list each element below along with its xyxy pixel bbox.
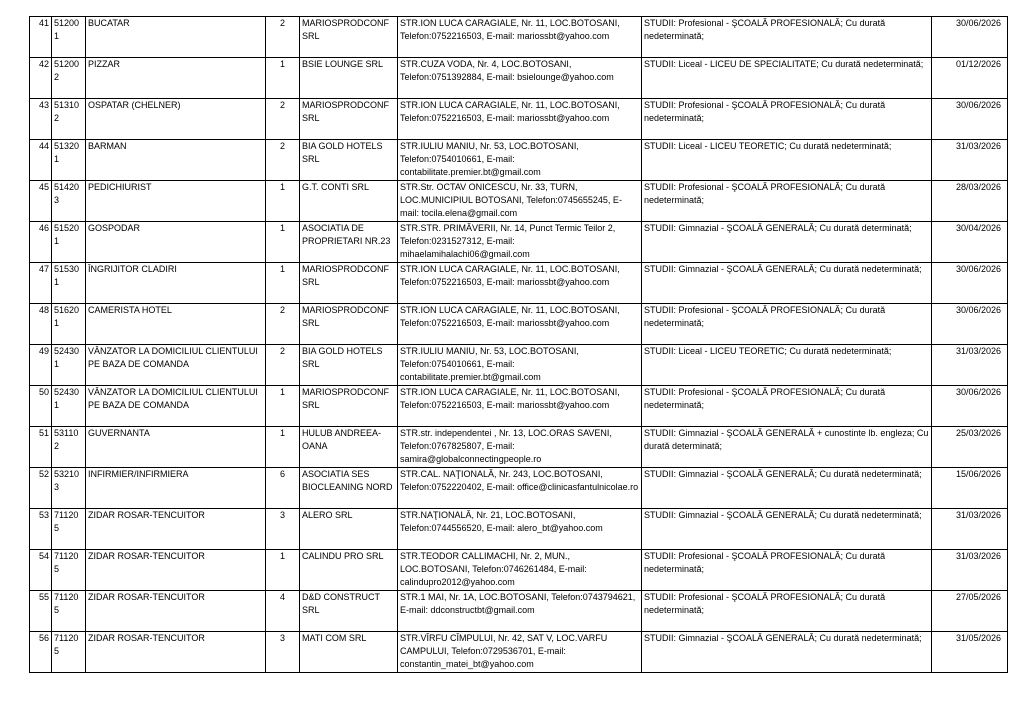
employer-cell: HULUB ANDREEA-OANA [300, 427, 398, 468]
cor-code-cell: 711205 [52, 550, 86, 591]
expiry-date-cell: 30/06/2026 [932, 99, 1008, 140]
table-row [30, 386, 1008, 427]
cor-code-cell: 515201 [52, 222, 86, 263]
expiry-date-cell: 31/03/2026 [932, 509, 1008, 550]
table-row [30, 304, 1008, 345]
table-row [30, 509, 1008, 550]
expiry-date-cell: 31/03/2026 [932, 140, 1008, 181]
jobs-table [29, 16, 1008, 673]
vacancy-count-cell: 3 [266, 509, 300, 550]
study-requirements-cell: STUDII: Profesional - ŞCOALĂ PROFESIONALĂ; Cu durată nedeterminată; [642, 591, 932, 632]
study-requirements-cell: STUDII: Gimnazial - ŞCOALĂ GENERALĂ; Cu durată nedeterminată; [642, 509, 932, 550]
vacancy-count-cell: 3 [266, 632, 300, 673]
expiry-date-cell: 30/06/2026 [932, 386, 1008, 427]
cor-code-cell: 531102 [52, 427, 86, 468]
row-number-cell: 48 [30, 304, 52, 345]
employer-cell: ALERO SRL [300, 509, 398, 550]
employer-cell: D&D CONSTRUCT SRL [300, 591, 398, 632]
table-row [30, 99, 1008, 140]
occupation-cell: PEDICHIURIST [86, 181, 266, 222]
expiry-date-cell: 28/03/2026 [932, 181, 1008, 222]
expiry-date-cell: 15/06/2026 [932, 468, 1008, 509]
vacancy-count-cell: 2 [266, 140, 300, 181]
expiry-date-cell: 01/12/2026 [932, 58, 1008, 99]
occupation-cell: ZIDAR ROSAR-TENCUITOR [86, 632, 266, 673]
table-row [30, 17, 1008, 58]
study-requirements-cell: STUDII: Liceal - LICEU TEORETIC; Cu durată nedeterminată; [642, 140, 932, 181]
table-row [30, 140, 1008, 181]
cor-code-cell: 514203 [52, 181, 86, 222]
vacancy-count-cell: 4 [266, 591, 300, 632]
table-row [30, 591, 1008, 632]
occupation-cell: ZIDAR ROSAR-TENCUITOR [86, 591, 266, 632]
occupation-cell: ZIDAR ROSAR-TENCUITOR [86, 550, 266, 591]
row-number-cell: 47 [30, 263, 52, 304]
table-row [30, 427, 1008, 468]
study-requirements-cell: STUDII: Gimnazial - ŞCOALĂ GENERALĂ; Cu durată determinată; [642, 222, 932, 263]
expiry-date-cell: 25/03/2026 [932, 427, 1008, 468]
study-requirements-cell: STUDII: Gimnazial - ŞCOALĂ GENERALĂ; Cu durată nedeterminată; [642, 468, 932, 509]
vacancy-count-cell: 1 [266, 222, 300, 263]
row-number-cell: 45 [30, 181, 52, 222]
cor-code-cell: 711205 [52, 591, 86, 632]
table-row [30, 58, 1008, 99]
employer-cell: MATI COM SRL [300, 632, 398, 673]
cor-code-cell: 524301 [52, 386, 86, 427]
employer-address-cell: STR.ION LUCA CARAGIALE, Nr. 11, LOC.BOTOSANI, Telefon:0752216503, E-mail: mariossbt@yahoo.com [398, 263, 642, 304]
occupation-cell: VÂNZATOR LA DOMICILIUL CLIENTULUI PE BAZA DE COMANDA [86, 386, 266, 427]
study-requirements-cell: STUDII: Profesional - ŞCOALĂ PROFESIONALĂ; Cu durată nedeterminată; [642, 304, 932, 345]
employer-cell: MARIOSPRODCONF SRL [300, 99, 398, 140]
occupation-cell: VÂNZATOR LA DOMICILIUL CLIENTULUI PE BAZA DE COMANDA [86, 345, 266, 386]
table-row [30, 345, 1008, 386]
vacancy-count-cell: 6 [266, 468, 300, 509]
row-number-cell: 54 [30, 550, 52, 591]
table-row [30, 222, 1008, 263]
table-row [30, 632, 1008, 673]
cor-code-cell: 532103 [52, 468, 86, 509]
cor-code-cell: 512001 [52, 17, 86, 58]
vacancy-count-cell: 2 [266, 345, 300, 386]
expiry-date-cell: 27/05/2026 [932, 591, 1008, 632]
table-row [30, 263, 1008, 304]
study-requirements-cell: STUDII: Gimnazial - ŞCOALĂ GENERALĂ; Cu durată nedeterminată; [642, 263, 932, 304]
occupation-cell: ZIDAR ROSAR-TENCUITOR [86, 509, 266, 550]
vacancy-count-cell: 1 [266, 181, 300, 222]
cor-code-cell: 524301 [52, 345, 86, 386]
employer-cell: BIA GOLD HOTELS SRL [300, 140, 398, 181]
occupation-cell: BARMAN [86, 140, 266, 181]
occupation-cell: INFIRMIER/INFIRMIERA [86, 468, 266, 509]
employer-address-cell: STR.ION LUCA CARAGIALE, Nr. 11, LOC.BOTOSANI, Telefon:0752216503, E-mail: mariossbt@yahoo.com [398, 17, 642, 58]
vacancy-count-cell: 2 [266, 304, 300, 345]
employer-address-cell: STR.NAŢIONALĂ, Nr. 21, LOC.BOTOSANI, Telefon:0744556520, E-mail: alero_bt@yahoo.com [398, 509, 642, 550]
vacancy-count-cell: 1 [266, 58, 300, 99]
expiry-date-cell: 30/06/2026 [932, 17, 1008, 58]
row-number-cell: 55 [30, 591, 52, 632]
vacancy-count-cell: 1 [266, 550, 300, 591]
employer-cell: BSIE LOUNGE SRL [300, 58, 398, 99]
row-number-cell: 51 [30, 427, 52, 468]
employer-address-cell: STR.IULIU MANIU, Nr. 53, LOC.BOTOSANI, Telefon:0754010661, E-mail: contabilitate.premier.bt@gmail.com [398, 345, 642, 386]
study-requirements-cell: STUDII: Profesional - ŞCOALĂ PROFESIONALĂ; Cu durată nedeterminată; [642, 550, 932, 591]
occupation-cell: PIZZAR [86, 58, 266, 99]
expiry-date-cell: 30/06/2026 [932, 304, 1008, 345]
vacancy-count-cell: 1 [266, 386, 300, 427]
row-number-cell: 42 [30, 58, 52, 99]
cor-code-cell: 513102 [52, 99, 86, 140]
employer-address-cell: STR.CAL. NAŢIONALĂ, Nr. 243, LOC.BOTOSANI, Telefon:0752220402, E-mail: office@clinicasfantulnicolae.ro [398, 468, 642, 509]
employer-cell: CALINDU PRO SRL [300, 550, 398, 591]
study-requirements-cell: STUDII: Profesional - ŞCOALĂ PROFESIONALĂ; Cu durată nedeterminată; [642, 386, 932, 427]
cor-code-cell: 515301 [52, 263, 86, 304]
employer-address-cell: STR.ION LUCA CARAGIALE, Nr. 11, LOC.BOTOSANI, Telefon:0752216503, E-mail: mariossbt@yahoo.com [398, 304, 642, 345]
row-number-cell: 44 [30, 140, 52, 181]
occupation-cell: GOSPODAR [86, 222, 266, 263]
study-requirements-cell: STUDII: Profesional - ŞCOALĂ PROFESIONALĂ; Cu durată nedeterminată; [642, 17, 932, 58]
study-requirements-cell: STUDII: Profesional - ŞCOALĂ PROFESIONALĂ; Cu durată nedeterminată; [642, 99, 932, 140]
occupation-cell: GUVERNANTA [86, 427, 266, 468]
row-number-cell: 53 [30, 509, 52, 550]
table-row [30, 468, 1008, 509]
row-number-cell: 41 [30, 17, 52, 58]
study-requirements-cell: STUDII: Profesional - ŞCOALĂ PROFESIONALĂ; Cu durată nedeterminată; [642, 181, 932, 222]
cor-code-cell: 516201 [52, 304, 86, 345]
vacancy-count-cell: 2 [266, 17, 300, 58]
employer-address-cell: STR.IULIU MANIU, Nr. 53, LOC.BOTOSANI, Telefon:0754010661, E-mail: contabilitate.premier.bt@gmail.com [398, 140, 642, 181]
employer-cell: G.T. CONTI SRL [300, 181, 398, 222]
table-row [30, 181, 1008, 222]
employer-address-cell: STR.ION LUCA CARAGIALE, Nr. 11, LOC.BOTOSANI, Telefon:0752216503, E-mail: mariossbt@yahoo.com [398, 99, 642, 140]
employer-cell: ASOCIATIA DE PROPRIETARI NR.23 [300, 222, 398, 263]
employer-cell: MARIOSPRODCONF SRL [300, 304, 398, 345]
study-requirements-cell: STUDII: Liceal - LICEU DE SPECIALITATE; Cu durată nedeterminată; [642, 58, 932, 99]
employer-address-cell: STR.1 MAI, Nr. 1A, LOC.BOTOSANI, Telefon:0743794621, E-mail: ddconstructbt@gmail.com [398, 591, 642, 632]
employer-cell: BIA GOLD HOTELS SRL [300, 345, 398, 386]
occupation-cell: ÎNGRIJITOR CLADIRI [86, 263, 266, 304]
employer-cell: ASOCIATIA SES BIOCLEANING NORD [300, 468, 398, 509]
vacancy-count-cell: 2 [266, 99, 300, 140]
vacancy-count-cell: 1 [266, 427, 300, 468]
row-number-cell: 52 [30, 468, 52, 509]
employer-address-cell: STR.Str. OCTAV ONICESCU, Nr. 33, TURN, LOC.MUNICIPIUL BOTOSANI, Telefon:0745655245, E-mail: tocila.elena@gmail.com [398, 181, 642, 222]
row-number-cell: 46 [30, 222, 52, 263]
row-number-cell: 56 [30, 632, 52, 673]
expiry-date-cell: 30/06/2026 [932, 263, 1008, 304]
employer-cell: MARIOSPRODCONF SRL [300, 263, 398, 304]
table-body [30, 17, 1008, 673]
expiry-date-cell: 30/04/2026 [932, 222, 1008, 263]
study-requirements-cell: STUDII: Gimnazial - ŞCOALĂ GENERALĂ; Cu durată nedeterminată; [642, 632, 932, 673]
expiry-date-cell: 31/03/2026 [932, 550, 1008, 591]
cor-code-cell: 711205 [52, 632, 86, 673]
employer-address-cell: STR.STR. PRIMĂVERII, Nr. 14, Punct Termic Teilor 2, Telefon:0231527312, E-mail: mihaelamihalachi06@gmail.com [398, 222, 642, 263]
employer-address-cell: STR.ION LUCA CARAGIALE, Nr. 11, LOC.BOTOSANI, Telefon:0752216503, E-mail: mariossbt@yahoo.com [398, 386, 642, 427]
study-requirements-cell: STUDII: Gimnazial - ŞCOALĂ GENERALĂ + cunostinte lb. engleza; Cu durată determinată; [642, 427, 932, 468]
expiry-date-cell: 31/03/2026 [932, 345, 1008, 386]
expiry-date-cell: 31/05/2026 [932, 632, 1008, 673]
employer-address-cell: STR.TEODOR CALLIMACHI, Nr. 2, MUN., LOC.BOTOSANI, Telefon:0746261484, E-mail: calindupro2012@yahoo.com [398, 550, 642, 591]
cor-code-cell: 513201 [52, 140, 86, 181]
row-number-cell: 49 [30, 345, 52, 386]
employer-cell: MARIOSPRODCONF SRL [300, 17, 398, 58]
employer-address-cell: STR.str. independentei , Nr. 13, LOC.ORAS SAVENI, Telefon:0767825807, E-mail: samira@globalconnectingpeople.ro [398, 427, 642, 468]
employer-address-cell: STR.VÎRFU CÎMPULUI, Nr. 42, SAT V, LOC.VARFU CAMPULUI, Telefon:0729536701, E-mail: constantin_matei_bt@yahoo.com [398, 632, 642, 673]
row-number-cell: 43 [30, 99, 52, 140]
employer-address-cell: STR.CUZA VODA, Nr. 4, LOC.BOTOSANI, Telefon:0751392884, E-mail: bsielounge@yahoo.com [398, 58, 642, 99]
study-requirements-cell: STUDII: Liceal - LICEU TEORETIC; Cu durată nedeterminată; [642, 345, 932, 386]
vacancy-count-cell: 1 [266, 263, 300, 304]
cor-code-cell: 711205 [52, 509, 86, 550]
cor-code-cell: 512002 [52, 58, 86, 99]
row-number-cell: 50 [30, 386, 52, 427]
table-row [30, 550, 1008, 591]
occupation-cell: BUCATAR [86, 17, 266, 58]
occupation-cell: CAMERISTA HOTEL [86, 304, 266, 345]
employer-cell: MARIOSPRODCONF SRL [300, 386, 398, 427]
occupation-cell: OSPATAR (CHELNER) [86, 99, 266, 140]
